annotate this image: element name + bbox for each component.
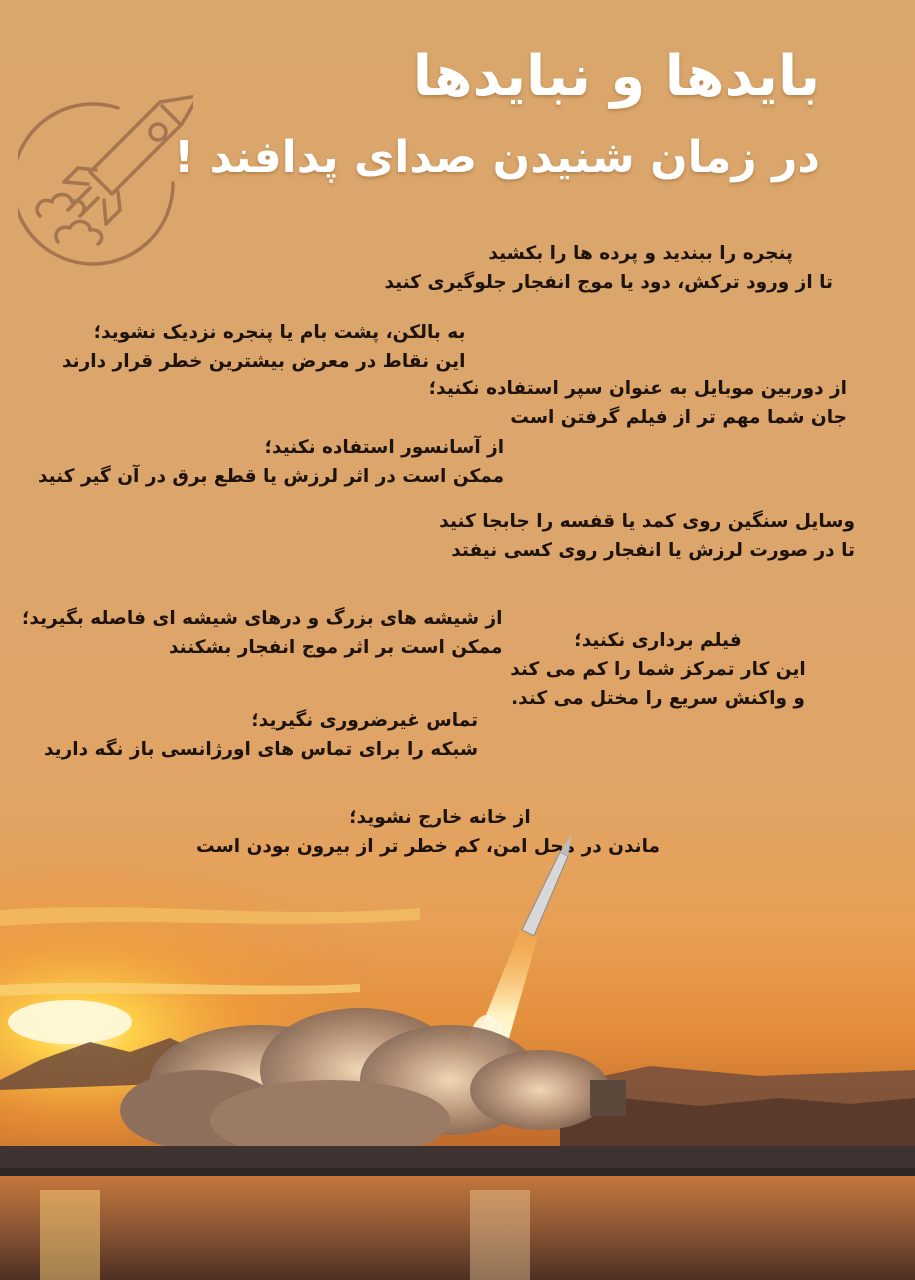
tip-text: این کار تمرکز شما را کم می کند	[510, 659, 806, 680]
tip-no-unneeded-calls	[44, 706, 478, 764]
tip-close-windows	[385, 239, 834, 297]
missile-launch-illustration	[0, 780, 915, 1280]
tip-text: جان شما مهم تر از فیلم گرفتن است	[510, 407, 847, 428]
tip-text: این نقاط در معرض بیشترین خطر قرار دارند	[62, 351, 466, 372]
tip-title: فیلم برداری نکنید؛	[574, 630, 742, 651]
tip-text: ممکن است در اثر لرزش یا قطع برق در آن گیر کنید	[38, 466, 505, 487]
tip-title: پنجره را ببندید و پرده ها را بکشید	[488, 243, 793, 264]
tip-move-heavy-items	[439, 507, 855, 565]
title-line-2: در زمان شنیدن صدای پدافند !	[174, 132, 820, 183]
tip-no-filming	[508, 626, 808, 713]
rocket-logo-icon	[18, 88, 193, 278]
tip-no-elevator	[38, 433, 504, 491]
tip-text: تا از ورود ترکش، دود یا موج انفجار جلوگیری کنید	[384, 272, 833, 293]
tip-title: وسایل سنگین روی کمد یا قفسه را جابجا کنید	[439, 511, 855, 532]
tip-no-phone-shield	[429, 374, 847, 432]
tip-title: از آسانسور استفاده نکنید؛	[264, 437, 505, 458]
tip-title: از دوربین موبایل به عنوان سپر استفاده نکنید؛	[428, 378, 847, 399]
tip-text: ممکن است بر اثر موج انفجار بشکنند	[168, 637, 503, 658]
tip-text: شبکه را برای تماس های اورژانسی باز نگه دارید	[44, 739, 479, 760]
tip-avoid-glass	[22, 604, 503, 662]
tip-title: به بالکن، پشت بام یا پنجره نزدیک نشوید؛	[93, 322, 466, 343]
title-line-1: بایدها و نبایدها	[412, 44, 820, 109]
tip-title: از شیشه های بزرگ و درهای شیشه ای فاصله بگیرید؛	[22, 608, 503, 629]
tip-text: و واکنش سریع را مختل می کند.	[511, 688, 805, 709]
tip-text: تا در صورت لرزش یا انفجار روی کسی نیفتد	[451, 540, 855, 561]
tip-avoid-balcony	[62, 318, 465, 376]
tip-title: تماس غیرضروری نگیرید؛	[251, 710, 479, 731]
